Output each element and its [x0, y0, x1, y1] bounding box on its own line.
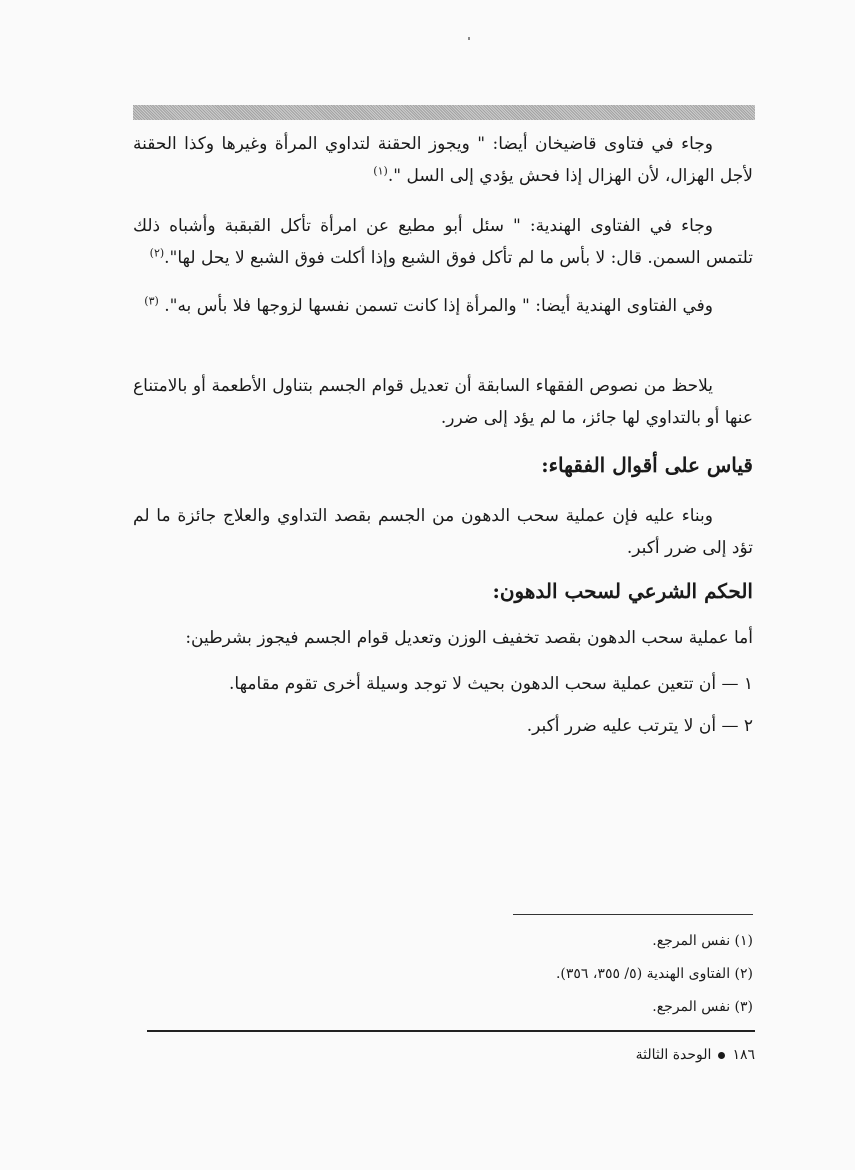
heading-analogy: قياس على أقوال الفقهاء:	[541, 453, 753, 477]
footnote-ref-2: (٢)	[149, 246, 165, 260]
footnote-ref-1: (١)	[373, 164, 388, 178]
bullet-icon	[718, 1052, 725, 1059]
paragraph-text: وفي الفتاوى الهندية أيضا: " والمرأة إذا كانت تسمن نفسها لزوجها فلا بأس به".	[164, 296, 713, 316]
unit-title: الوحدة الثالثة	[635, 1047, 712, 1063]
paragraph-text: يلاحظ من نصوص الفقهاء السابقة أن تعديل قوام الجسم بتناول الأطعمة أو بالامتناع عنها أو بالتداوي لها جائز، ما لم يؤد إلى ضرر.	[133, 376, 753, 428]
condition-2: ٢ — أن لا يترتب عليه ضرر أكبر.	[526, 716, 753, 736]
condition-1: ١ — أن تتعين عملية سحب الدهون بحيث لا توجد وسيلة أخرى تقوم مقامها.	[228, 674, 753, 694]
paragraph-hindiya-2	[133, 290, 753, 322]
ruling-intro: أما عملية سحب الدهون بقصد تخفيف الوزن وتعديل قوام الجسم فيجوز بشرطين:	[185, 628, 753, 648]
paragraph-text: وبناء عليه فإن عملية سحب الدهون من الجسم بقصد التداوي والعلاج جائزة ما لم تؤد إلى ضرر أكبر.	[133, 506, 753, 558]
paragraph-conclusion	[133, 500, 753, 564]
page-bottom-rule	[147, 1030, 755, 1032]
page-footer	[636, 1044, 755, 1066]
scan-speck	[468, 37, 470, 40]
paragraph-qadikhan	[133, 128, 753, 192]
footnote-2: (٢) الفتاوى الهندية (٥/ ٣٥٥، ٣٥٦).	[555, 966, 753, 982]
footnote-3: (٣) نفس المرجع.	[652, 999, 753, 1015]
header-band	[133, 105, 755, 120]
paragraph-text: وجاء في فتاوى قاضيخان أيضا: " ويجوز الحقنة لتداوي المرأة وغيرها وكذا الحقنة لأجل الهزال، لأن الهزال إذا فحش يؤدي إلى السل ".	[133, 134, 753, 186]
footnote-1: (١) نفس المرجع.	[652, 933, 753, 949]
paragraph-observation	[133, 370, 753, 434]
page-number: ١٨٦	[732, 1047, 755, 1063]
footnote-divider	[513, 914, 753, 915]
heading-ruling: الحكم الشرعي لسحب الدهون:	[492, 579, 753, 603]
footnote-ref-3: (٣)	[144, 294, 159, 308]
paragraph-hindiya-1	[133, 210, 753, 274]
paragraph-text: وجاء في الفتاوى الهندية: " سئل أبو مطيع عن امرأة تأكل القبقبة وأشباه ذلك تلتمس السمن. قال: لا بأس ما لم تأكل فوق الشبع وإذا أكلت فوق الشبع لا يحل لها".	[133, 216, 753, 268]
